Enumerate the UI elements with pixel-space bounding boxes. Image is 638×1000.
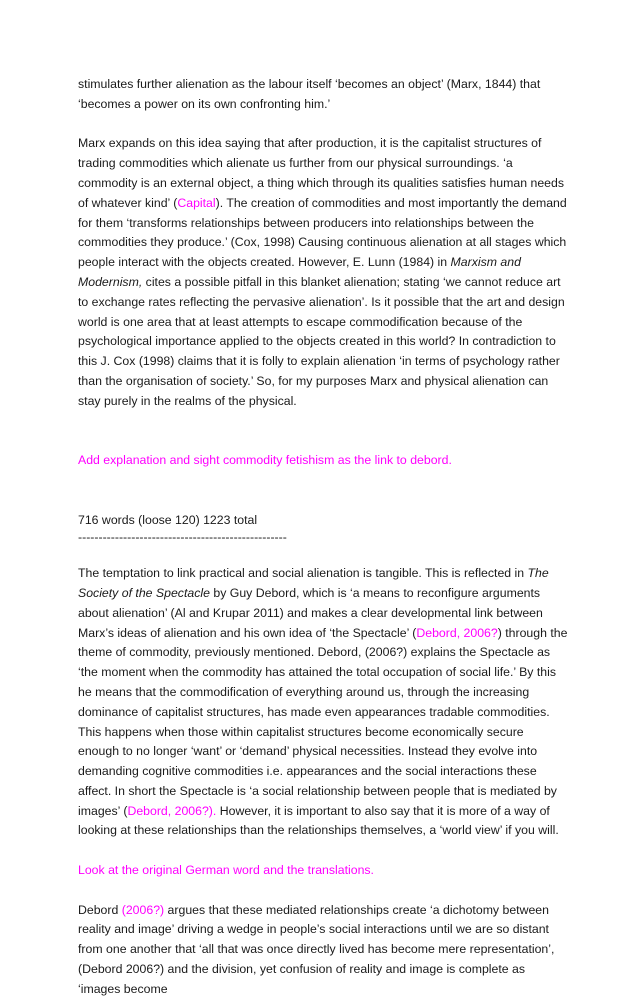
highlighted-reference: Debord, 2006? [416, 625, 498, 640]
highlighted-reference: Capital [177, 195, 216, 210]
word-count: 716 words (loose 120) 1223 total [78, 512, 258, 527]
spacer [78, 491, 568, 511]
separator-line: --------------------------------------------------- [78, 530, 287, 545]
paragraph-1: stimulates further alienation as the labour itself ‘becomes an object’ (Marx, 1844) that ‘becomes a power on its own confronting him.’ [78, 77, 541, 111]
highlighted-reference: Debord, 2006?). [127, 803, 217, 818]
paragraph-2: Marx expands on this idea saying that after production, it is the capitalist structures of trading commodities which alienate us further from our physical surroundings. ‘a commodity is an external object, a thing which through its qualities satisfies human needs of whatever kind’ (Capital). The creation of commodities and most importantly the demand for them ‘transforms relationships between producers into relationships between the commodities they produce.’ (Cox, 1998) Causing continuous alienation at all stages which people interact with the objects created. However, E. Lunn (1984) in Marxism and Modernism, cites a possible pitfall in this blanket alienation; stating ‘we cannot reduce art to exchange rates reflecting the pervasive alienation’. Is it possible that the art and design world is one area that at least attempts to escape commodification because of the psychological importance applied to the objects created in this world? In contradiction to this J. Cox (1998) claims that it is folly to explain alienation ‘in terms of psychology rather than the organisation of society.’ So, for my purposes Marx and physical alienation can stay purely in the realms of the physical. [78, 136, 567, 408]
book-title: Marxism and Modernism, [78, 255, 521, 289]
editor-note-2: Look at the original German word and the translations. [78, 863, 374, 878]
highlighted-reference: (2006?) [121, 902, 165, 917]
book-title: The Society of the Spectacle [78, 566, 549, 600]
paragraph-4: Debord (2006?) argues that these mediated relationships create ‘a dichotomy between reality and image’ driving a wedge in people’s social interactions until we are so distant from one another that ‘all that was once directly lived has become mere representation’, (Debord 2006?) and the division, yet confusion of reality and image is complete as ‘images become [78, 902, 555, 996]
editor-note-1: Add explanation and sight commodity fetishism as the link to debord. [78, 453, 452, 468]
paragraph-3: The temptation to link practical and social alienation is tangible. This is reflected in The Society of the Spectacle by Guy Debord, which is ‘a means to reconfigure arguments about alienation’ (Al and Krupar 2011) and makes a clear developmental link between Marx’s ideas of alienation and his own idea of ‘the Spectacle’ (Debord, 2006?) through the theme of commodity, previously mentioned. Debord, (2006?) explains the Spectacle as ‘the moment when the commodity has attained the total occupation of social life.’ By this he means that the commodification of everything around us, through the increasing dominance of capitalist structures, has made even appearances tradable commodities. This happens when those within capitalist structures become economically secure enough to no longer ‘want’ or ‘demand’ physical necessities. Instead they evolve into demanding cognitive commodities i.e. appearances and the social interactions these affect. In short the Spectacle is ‘a social relationship between people that is mediated by images’ (Debord, 2006?). However, it is important to also say that it is more of a way of looking at these relationships than the relationships themselves, a ‘world view’ if you will. [78, 566, 568, 838]
spacer [78, 431, 568, 451]
